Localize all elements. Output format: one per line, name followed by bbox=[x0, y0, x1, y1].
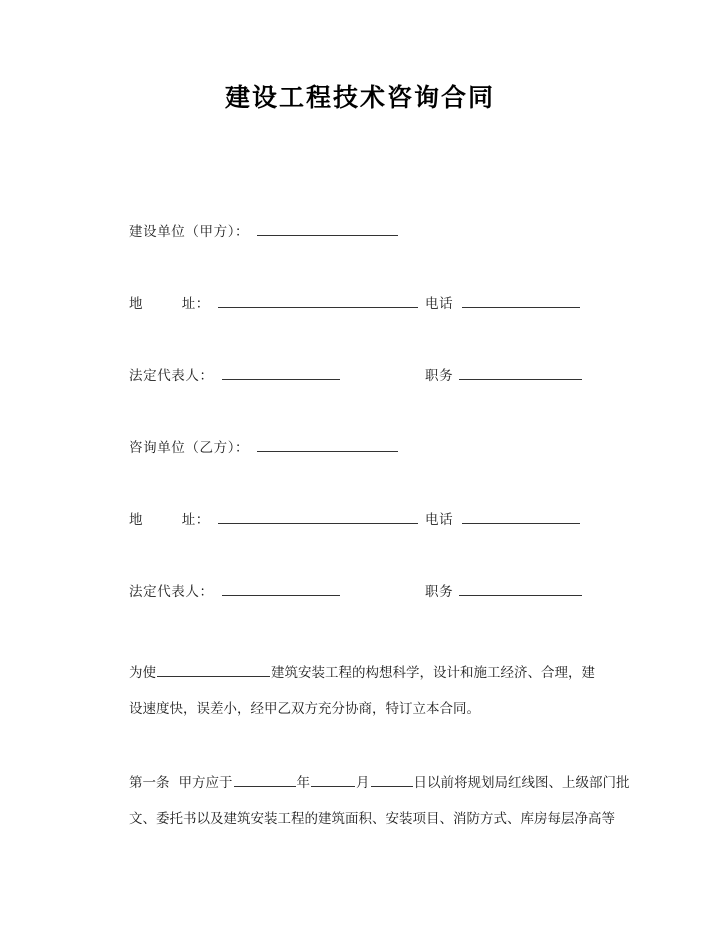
party-b-phone-field bbox=[425, 510, 580, 530]
article-1-day-input[interactable] bbox=[371, 774, 413, 787]
article-1-lead: 甲方应于 bbox=[178, 775, 233, 791]
article-1-day-unit: 日 bbox=[413, 775, 427, 791]
field-row-party-b-address bbox=[0, 510, 720, 582]
article-1-year-input[interactable] bbox=[234, 774, 296, 787]
party-a-position-input[interactable] bbox=[459, 366, 582, 380]
party-b-phone-label: 电话 bbox=[425, 512, 454, 528]
party-a-position-field bbox=[425, 366, 582, 386]
party-b-legal-rep-label: 法定代表人： bbox=[129, 584, 214, 600]
article-1-line-1 bbox=[129, 765, 630, 801]
preamble-paragraph bbox=[0, 655, 720, 727]
article-1-number: 第一条 bbox=[129, 775, 170, 791]
field-row-party-a-address bbox=[0, 294, 720, 366]
preamble-line-1 bbox=[129, 655, 615, 691]
party-a-legal-rep-label: 法定代表人： bbox=[129, 368, 214, 384]
preamble-lead: 为使 bbox=[129, 665, 156, 681]
preamble-line-2: 设速度快，误差小，经甲乙双方充分协商，特订立本合同。 bbox=[129, 701, 480, 717]
party-b-address-label-1: 地 bbox=[129, 512, 144, 528]
party-a-phone-field bbox=[425, 294, 580, 314]
party-a-name-label: 建设单位（甲方）： bbox=[129, 224, 250, 240]
article-1-line-2: 文、委托书以及建筑安装工程的建筑面积、安装项目、消防方式、库房每层净高等 bbox=[129, 811, 615, 827]
party-a-position-label: 职务 bbox=[425, 368, 454, 384]
article-1-line-1-rest: 以前将规划局红线图、上级部门批 bbox=[427, 775, 630, 791]
field-row-party-a-legal-rep bbox=[0, 366, 720, 438]
party-a-phone-input[interactable] bbox=[462, 294, 580, 308]
party-a-name-input[interactable] bbox=[257, 222, 398, 236]
contract-body bbox=[0, 655, 720, 837]
field-row-party-b-legal-rep bbox=[0, 582, 720, 654]
party-a-address-input[interactable] bbox=[218, 294, 418, 308]
party-a-phone-label: 电话 bbox=[425, 296, 454, 312]
article-1-month-unit: 月 bbox=[356, 775, 370, 791]
party-a-address-label-2: 址： bbox=[181, 296, 210, 312]
article-1-month-input[interactable] bbox=[311, 774, 355, 787]
article-1-paragraph bbox=[0, 765, 720, 837]
party-b-position-label: 职务 bbox=[425, 584, 454, 600]
field-row-party-b-name bbox=[0, 438, 720, 510]
preamble-line-1-rest: 建筑安装工程的构想科学，设计和施工经济、合理，建 bbox=[271, 665, 595, 681]
preamble-project-input[interactable] bbox=[157, 664, 270, 677]
party-b-address-label-2: 址： bbox=[181, 512, 210, 528]
party-a-address-label-1: 地 bbox=[129, 296, 144, 312]
party-b-legal-rep-input[interactable] bbox=[222, 582, 340, 596]
field-row-party-a-name bbox=[0, 222, 720, 294]
party-b-address-input[interactable] bbox=[218, 510, 418, 524]
party-b-name-input[interactable] bbox=[257, 438, 398, 452]
page-title: 建设工程技术咨询合同 bbox=[224, 83, 495, 112]
party-b-position-field bbox=[425, 582, 582, 602]
party-fields-block bbox=[0, 222, 720, 654]
article-1-year-unit: 年 bbox=[296, 775, 310, 791]
party-b-position-input[interactable] bbox=[459, 582, 582, 596]
party-b-name-label: 咨询单位（乙方）： bbox=[129, 440, 250, 456]
party-a-legal-rep-input[interactable] bbox=[222, 366, 340, 380]
party-b-phone-input[interactable] bbox=[462, 510, 580, 524]
